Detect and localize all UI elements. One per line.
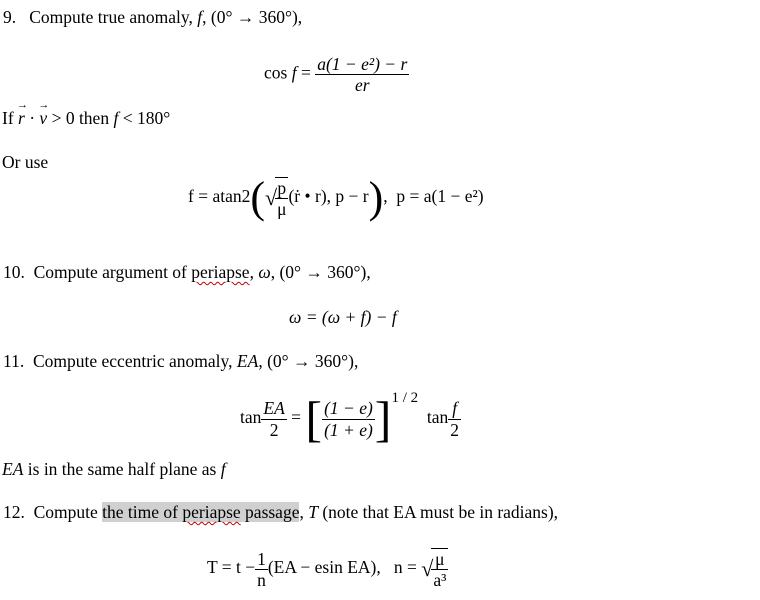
note-variable: EA	[2, 459, 24, 479]
ea-fraction	[261, 398, 286, 439]
eq-cos: cos	[264, 62, 288, 83]
spellcheck-word: periapse	[191, 262, 250, 282]
heading-sep: ,	[249, 262, 254, 282]
fraction-numerator: a(1 − e²) − r	[317, 54, 408, 74]
step-10-heading	[3, 262, 371, 282]
heading-text: Compute eccentric anomaly,	[32, 351, 233, 371]
sqrt-fraction	[431, 548, 448, 590]
step-12-heading	[3, 502, 558, 522]
step-number: 9.	[3, 7, 17, 27]
note-var-f: f	[220, 459, 226, 479]
heading-variable: ω	[258, 262, 271, 282]
one-over-n	[255, 549, 268, 590]
vector-v: → v	[39, 108, 47, 128]
cond-if: If	[2, 108, 14, 128]
step-11-heading	[3, 351, 358, 371]
heading-variable: T	[308, 502, 318, 522]
heading-text: Compute true anomaly,	[29, 7, 193, 27]
step-number: 10.	[3, 262, 25, 282]
n-equals: n =	[393, 557, 417, 578]
sqrt-numerator: μ	[431, 549, 448, 570]
frac-numerator: 1	[257, 548, 266, 569]
step-9-heading	[3, 7, 302, 27]
cond-middle: > 0 then	[51, 108, 110, 128]
heading-variable: EA	[236, 351, 259, 371]
dot-operator: ·	[29, 108, 36, 128]
highlighted-text	[102, 502, 299, 522]
or-use-text: Or use	[2, 152, 49, 172]
vector-r: → r	[18, 108, 25, 128]
sqrt-numerator: p	[275, 178, 288, 199]
atan2-lhs: f = atan2	[188, 186, 251, 207]
highlight-part-1: the time of	[102, 502, 178, 522]
eq-var-f: f	[291, 62, 297, 83]
heading-text: Compute	[33, 502, 98, 522]
eq-tan-2: tan	[426, 407, 449, 428]
ea-denominator: 2	[269, 419, 279, 440]
e-numerator: (1 − e)	[324, 398, 373, 419]
right-bracket: ]	[374, 391, 392, 447]
condition-line	[2, 108, 170, 128]
right-paren: )	[368, 173, 384, 222]
eq-lhs: T = t −	[207, 557, 256, 578]
left-paren: (	[250, 173, 265, 222]
eq-body: (EA − esin EA),	[267, 557, 381, 578]
f-numerator: f	[448, 398, 461, 419]
eq-equals: =	[291, 407, 302, 428]
heading-variable: f	[197, 7, 203, 27]
highlight-part-3: passage	[245, 502, 300, 522]
argument-of-periapse-equation: ω = (ω + f) − f	[289, 307, 397, 327]
heading-range: , (0° → 360°),	[270, 262, 371, 282]
sqrt-symbol: √	[265, 185, 278, 211]
heading-sep: ,	[299, 502, 304, 522]
fraction-denominator: er	[354, 75, 370, 96]
cond-var-f: f	[113, 108, 119, 128]
f-denominator: 2	[450, 419, 460, 440]
heading-range: , (0° → 360°),	[202, 7, 303, 27]
f-fraction	[448, 398, 461, 439]
cond-tail: < 180°	[122, 108, 171, 128]
sqrt-denominator: a³	[433, 570, 447, 591]
ea-numerator: EA	[263, 398, 285, 419]
frac-denominator: n	[257, 569, 266, 590]
half-plane-note	[2, 459, 226, 479]
atan2-args: (ṙ • r), p − r	[288, 186, 369, 207]
heading-text: Compute argument of	[33, 262, 187, 282]
heading-note: (note that EA must be in radians),	[322, 502, 559, 522]
sqrt-symbol: √	[421, 556, 434, 582]
e-denominator: (1 + e)	[324, 419, 373, 440]
sqrt-fraction	[275, 177, 288, 219]
fraction	[315, 54, 409, 95]
true-anomaly-equation	[264, 54, 409, 95]
eq-equals: =	[300, 62, 311, 83]
left-bracket: [	[305, 391, 323, 447]
eccentric-anomaly-equation	[240, 390, 461, 447]
step-number: 12.	[3, 502, 25, 522]
eq-tan: tan	[240, 407, 262, 428]
periapse-passage-equation	[207, 548, 448, 590]
e-fraction	[322, 398, 375, 439]
sqrt-denominator: μ	[277, 199, 287, 219]
atan2-equation: f = atan2(√ $\frac{p}{\mu}$ (ṙ • r), p − r), p = a(1 − e²)	[188, 173, 484, 222]
step-number: 11.	[3, 351, 25, 371]
exponent: 1 / 2	[391, 390, 419, 406]
p-definition: p = a(1 − e²)	[396, 186, 484, 207]
note-text: is in the same half plane as	[27, 459, 217, 479]
spellcheck-word: periapse	[182, 502, 241, 522]
heading-range: , (0° → 360°),	[258, 351, 359, 371]
